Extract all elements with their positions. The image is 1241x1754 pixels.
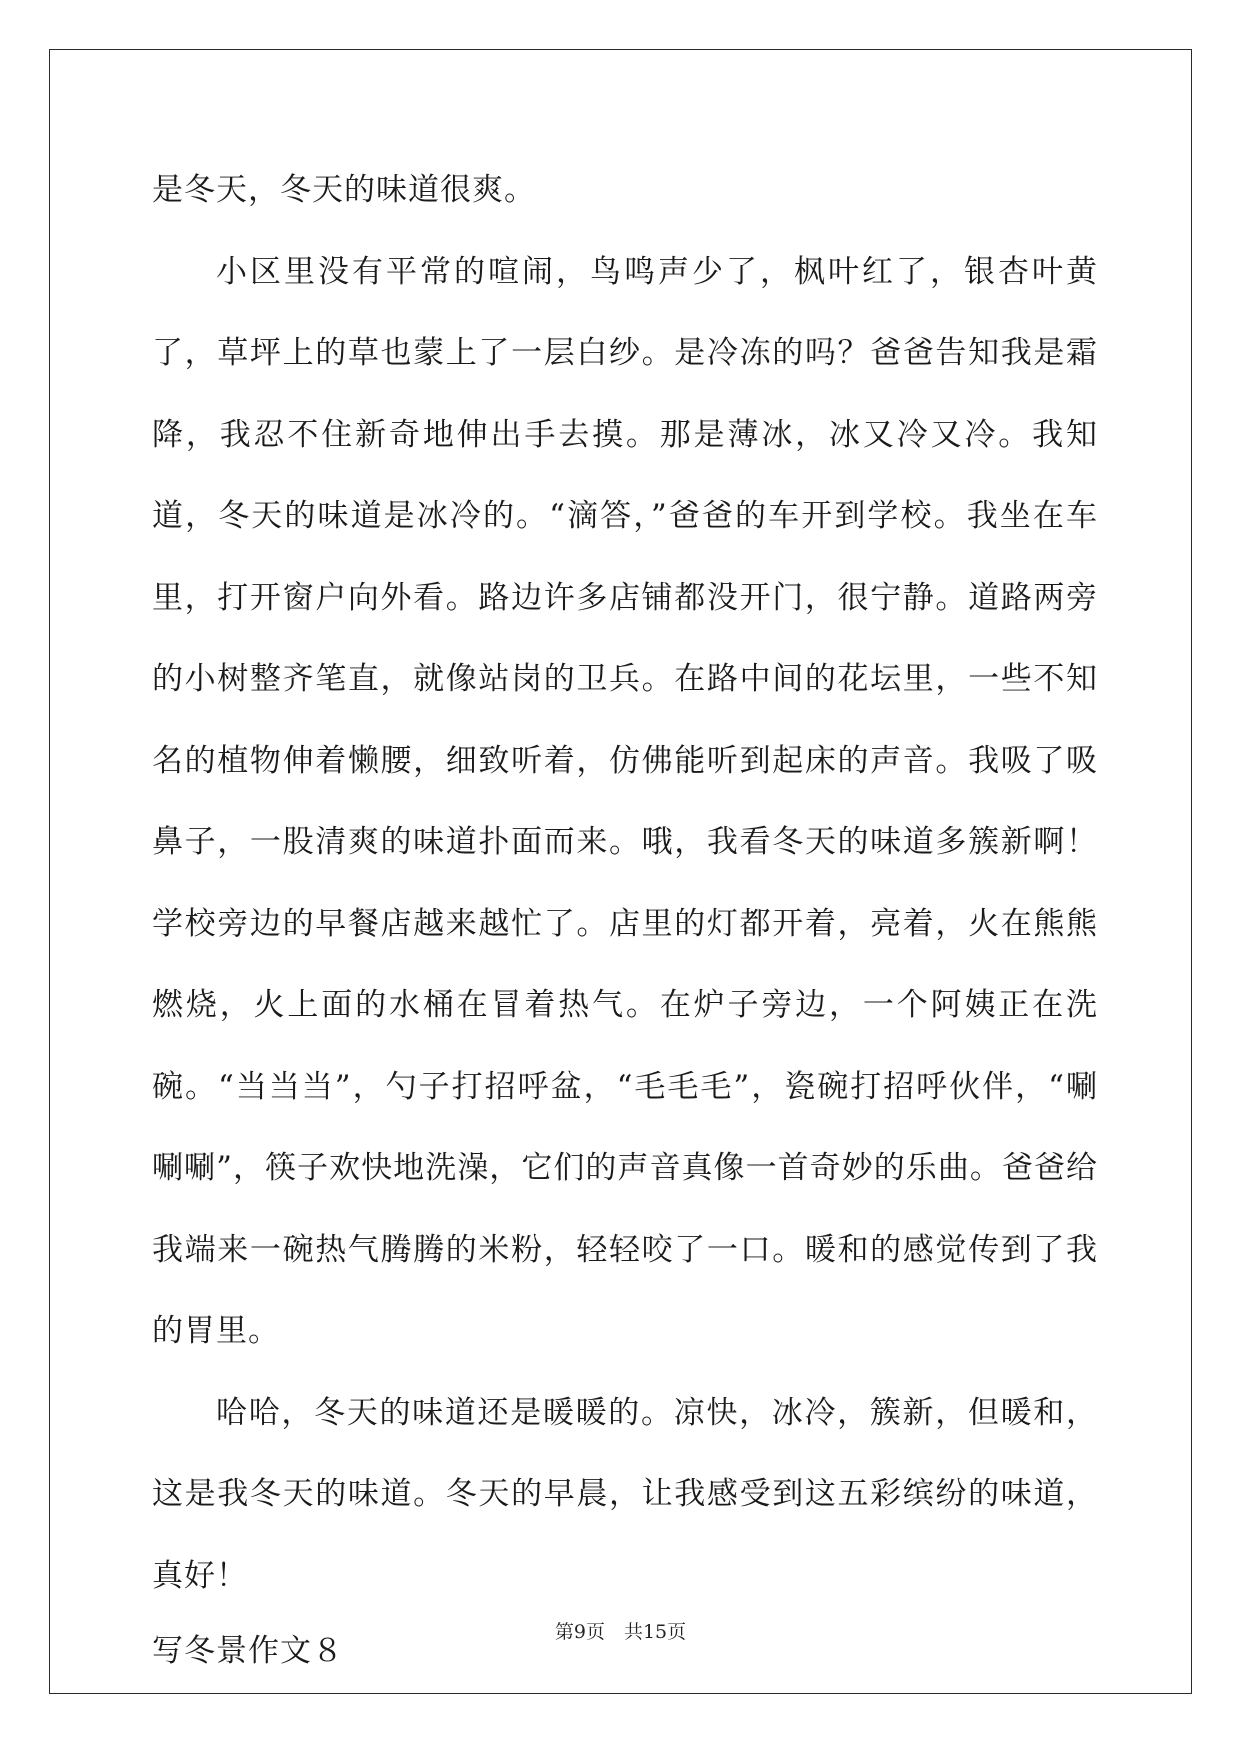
section-heading: 写冬景作文８ <box>152 1633 344 1669</box>
paragraph: 哈哈，冬天的味道还是暖暖的。凉快，冰冷，簇新，但暖和，这是我冬天的味道。冬天的早晨，让我感受到这五彩缤纷的味道，真好！ <box>152 1394 1098 1594</box>
document-body <box>152 150 1098 1685</box>
paragraph: 是冬天，冬天的味道很爽。 <box>152 172 536 208</box>
page-footer: 第9页 共15页 <box>554 1621 687 1643</box>
paragraph: 小区里没有平常的喧闹，鸟鸣声少了，枫叶红了，银杏叶黄了，草坪上的草也蒙上了一层白纱。是冷冻的吗？爸爸告知我是霜降，我忍不住新奇地伸出手去摸。那是薄冰，冰又冷又冷。我知道，冬天的味道是冰冷的。“滴答，”爸爸的车开到学校。我坐在车里，打开窗户向外看。路边许多店铺都没开门，很宁静。道路两旁的小树整齐笔直，就像站岗的卫兵。在路中间的花坛里，一些不知名的植物伸着懒腰，细致听着，仿佛能听到起床的声音。我吸了吸鼻子，一股清爽的味道扑面而来。哦，我看冬天的味道多簇新啊！学校旁边的早餐店越来越忙了。店里的灯都开着，亮着，火在熊熊燃烧，火上面的水桶在冒着热气。在炉子旁边，一个阿姨正在洗碗。“当当当”，勺子打招呼盆，“毛毛毛”，瓷碗打招呼伙伴，“唰唰唰”，筷子欢快地洗澡，它们的声音真像一首奇妙的乐曲。爸爸给我端来一碗热气腾腾的米粉，轻轻咬了一口。暖和的感觉传到了我的胃里。 <box>152 253 1098 1349</box>
